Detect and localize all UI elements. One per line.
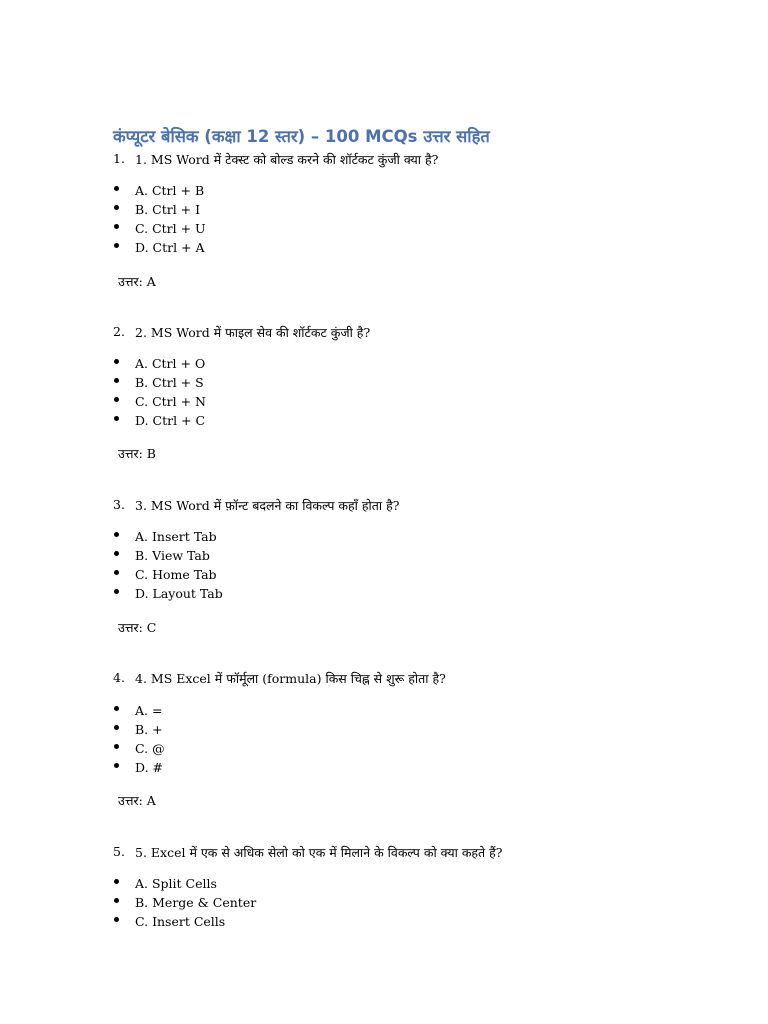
option-item — [0, 413, 768, 432]
question-number: 5. — [113, 844, 125, 859]
question-number: 1. — [113, 151, 125, 166]
bullet-icon — [114, 706, 119, 711]
bullet-icon — [114, 224, 119, 229]
bullet-icon — [114, 378, 119, 383]
option-item — [0, 548, 768, 567]
bullet-icon — [114, 879, 119, 884]
option-text: D. Ctrl + C — [135, 413, 206, 428]
option-text: C. Ctrl + U — [135, 221, 206, 236]
option-item — [0, 703, 768, 722]
option-text: D. Layout Tab — [135, 586, 223, 601]
question-text: 2. MS Word में फाइल सेव की शॉर्टकट कुंजी है? — [135, 325, 371, 340]
option-item — [0, 202, 768, 221]
bullet-icon — [114, 397, 119, 402]
option-text: C. Insert Cells — [135, 914, 226, 929]
bullet-icon — [114, 416, 119, 421]
bullet-icon — [114, 532, 119, 537]
option-text: A. Ctrl + B — [135, 183, 205, 198]
question-number: 4. — [113, 670, 125, 685]
option-text: D. # — [135, 760, 163, 775]
option-text: C. @ — [135, 741, 165, 756]
option-item — [0, 586, 768, 605]
option-text: B. Ctrl + S — [135, 375, 204, 390]
option-text: D. Ctrl + A — [135, 240, 205, 255]
bullet-icon — [114, 744, 119, 749]
option-item — [0, 567, 768, 586]
option-text: C. Ctrl + N — [135, 394, 206, 409]
option-text: B. View Tab — [135, 548, 210, 563]
bullet-icon — [114, 898, 119, 903]
bullet-icon — [114, 589, 119, 594]
option-text: A. Insert Tab — [135, 529, 217, 544]
question-number: 3. — [113, 497, 125, 512]
question-text: 3. MS Word में फ़ॉन्ट बदलने का विकल्प कहाँ होता है? — [135, 498, 400, 513]
document-title: कंप्यूटर बेसिक (कक्षा 12 स्तर) – 100 MCQs उत्तर सहित — [113, 127, 490, 146]
bullet-icon — [114, 243, 119, 248]
option-item — [0, 240, 768, 259]
option-text: B. + — [135, 722, 163, 737]
question-text: 4. MS Excel में फॉर्मूला (formula) किस चिह्न से शुरू होता है? — [135, 671, 446, 686]
option-text: A. Split Cells — [135, 876, 217, 891]
option-text: C. Home Tab — [135, 567, 217, 582]
answer-line: उत्तर: B — [118, 446, 156, 461]
option-item — [0, 760, 768, 779]
question-text: 1. MS Word में टेक्स्ट को बोल्ड करने की शॉर्टकट कुंजी क्या है? — [135, 152, 439, 167]
answer-line: उत्तर: A — [118, 793, 156, 808]
option-item — [0, 375, 768, 394]
option-item — [0, 741, 768, 760]
bullet-icon — [114, 205, 119, 210]
option-item — [0, 876, 768, 895]
option-item — [0, 529, 768, 548]
bullet-icon — [114, 359, 119, 364]
option-item — [0, 356, 768, 375]
option-text: A. Ctrl + O — [135, 356, 206, 371]
bullet-icon — [114, 917, 119, 922]
answer-line: उत्तर: C — [118, 620, 157, 635]
option-text: B. Merge & Center — [135, 895, 257, 910]
option-item — [0, 914, 768, 933]
bullet-icon — [114, 763, 119, 768]
question-number: 2. — [113, 324, 125, 339]
bullet-icon — [114, 725, 119, 730]
option-item — [0, 221, 768, 240]
bullet-icon — [114, 551, 119, 556]
option-item — [0, 183, 768, 202]
bullet-icon — [114, 570, 119, 575]
option-text: B. Ctrl + I — [135, 202, 201, 217]
option-item — [0, 394, 768, 413]
option-item — [0, 895, 768, 914]
option-item — [0, 722, 768, 741]
question-text: 5. Excel में एक से अधिक सेलो को एक में मिलाने के विकल्प को क्या कहते हैं? — [135, 845, 503, 860]
option-text: A. = — [135, 703, 163, 718]
bullet-icon — [114, 186, 119, 191]
answer-line: उत्तर: A — [118, 274, 156, 289]
